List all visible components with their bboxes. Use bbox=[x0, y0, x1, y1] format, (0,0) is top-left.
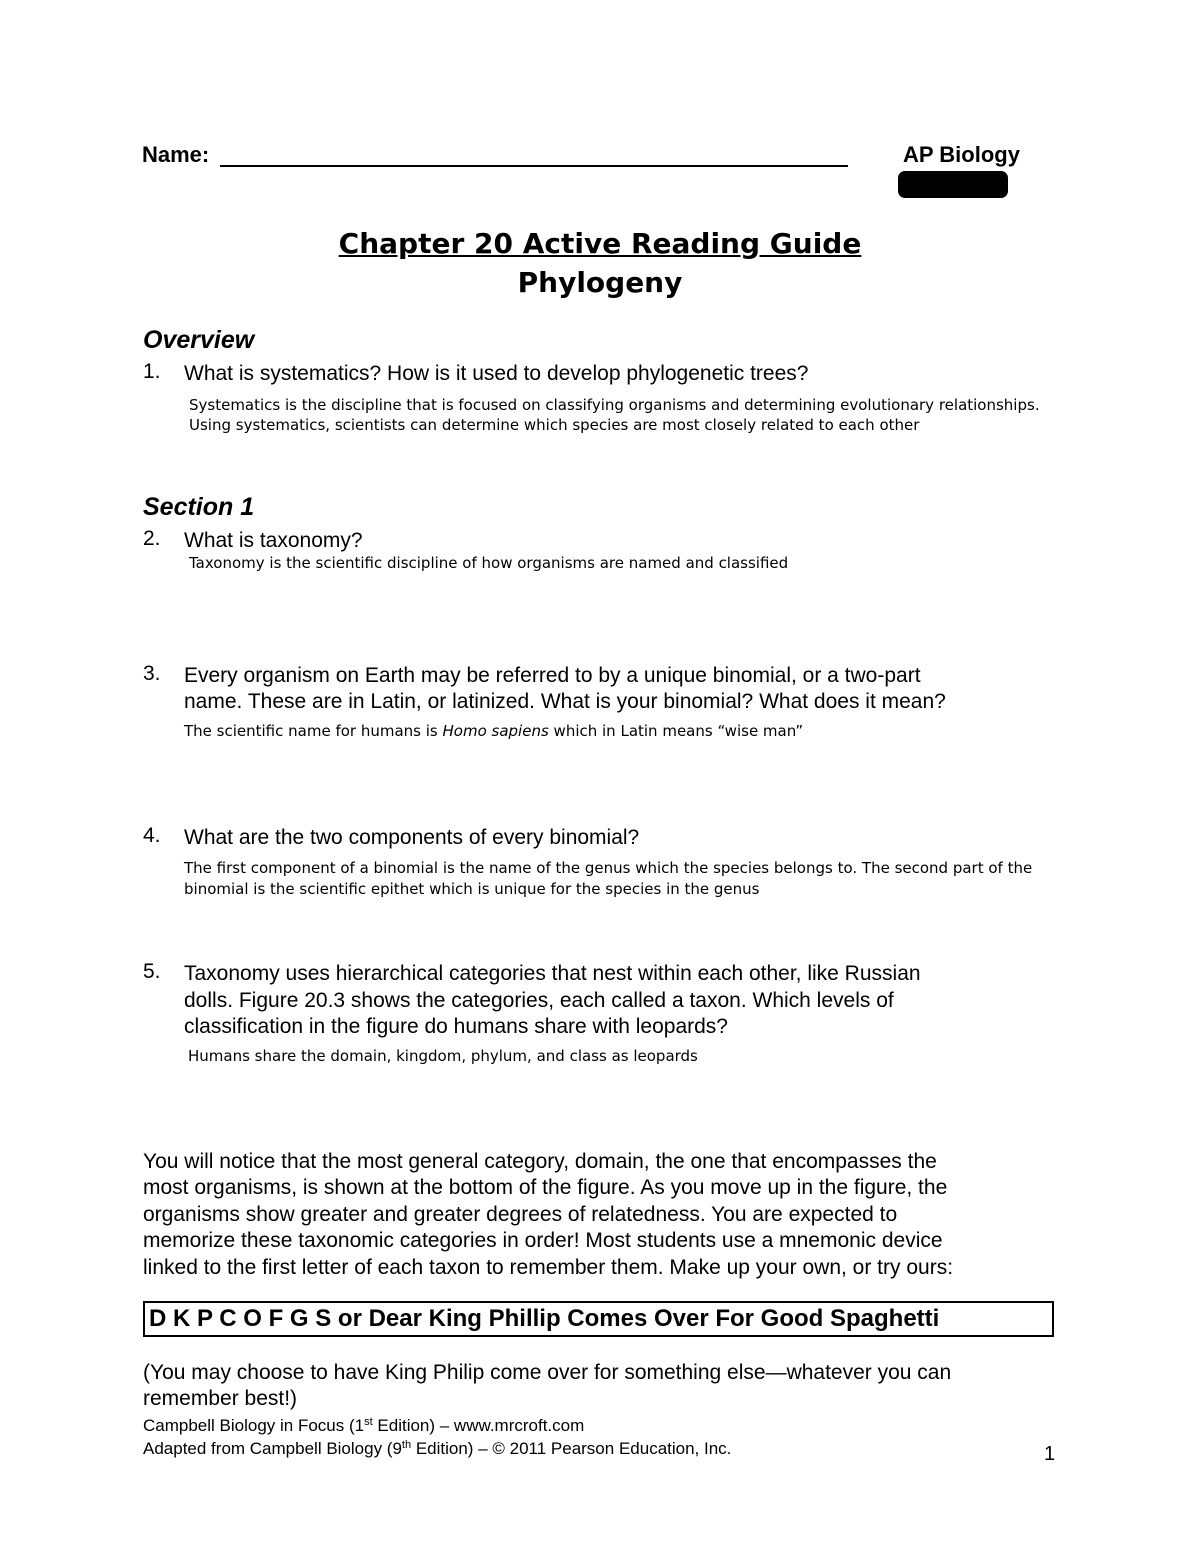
answer-3 bbox=[184, 721, 803, 742]
page-title: Chapter 20 Active Reading Guide bbox=[338, 227, 862, 260]
page-number: 1 bbox=[1044, 1443, 1056, 1465]
answer-3-pre: The scientific name for humans is bbox=[184, 722, 443, 740]
footer-line-2 bbox=[143, 1438, 731, 1460]
mnemonic-box: D K P C O F G S or Dear King Phillip Comes Over For Good Spaghetti bbox=[143, 1301, 1054, 1337]
course-label: AP Biology bbox=[903, 142, 1020, 167]
question-2-text: What is taxonomy? bbox=[184, 529, 363, 552]
footer-line-1-b: Edition) – www.mrcroft.com bbox=[372, 1416, 585, 1435]
redaction-box bbox=[898, 171, 1008, 198]
question-5-line-2: dolls. Figure 20.3 shows the categories, each called a taxon. Which levels of bbox=[184, 989, 894, 1012]
question-3-line-1: Every organism on Earth may be referred to by a unique binomial, or a two-part bbox=[184, 664, 921, 687]
name-blank-line[interactable] bbox=[220, 165, 848, 167]
answer-2: Taxonomy is the scientific discipline of how organisms are named and classified bbox=[189, 554, 789, 572]
question-4-number: 4. bbox=[143, 824, 161, 847]
question-5-line-3: classification in the figure do humans share with leopards? bbox=[184, 1015, 728, 1038]
paragraph-line-5: linked to the first letter of each taxon to remember them. Make up your own, or try ours: bbox=[143, 1256, 954, 1279]
answer-1-line-1: Systematics is the discipline that is focused on classifying organisms and determining evolutionary relationships. bbox=[189, 396, 1040, 414]
page-subtitle: Phylogeny bbox=[517, 266, 683, 299]
overview-heading: Overview bbox=[143, 326, 255, 354]
note-line-1: (You may choose to have King Philip come over for something else—whatever you can bbox=[143, 1361, 952, 1384]
question-5-line-1: Taxonomy uses hierarchical categories that nest within each other, like Russian bbox=[184, 962, 921, 985]
question-1-text: What is systematics? How is it used to develop phylogenetic trees? bbox=[184, 362, 809, 385]
name-label: Name: bbox=[142, 142, 210, 167]
question-1-number: 1. bbox=[143, 360, 161, 383]
footer-line-2-sup: th bbox=[401, 1439, 412, 1451]
answer-4-line-1: The first component of a binomial is the name of the genus which the species belongs to. The second part of the bbox=[184, 859, 1033, 877]
answer-3-binomial: Homo sapiens bbox=[442, 722, 549, 740]
question-4-text: What are the two components of every binomial? bbox=[184, 826, 640, 849]
answer-5: Humans share the domain, kingdom, phylum, and class as leopards bbox=[188, 1047, 698, 1065]
paragraph-line-1: You will notice that the most general category, domain, the one that encompasses the bbox=[143, 1150, 937, 1173]
answer-1-line-2: Using systematics, scientists can determine which species are most closely related to each other bbox=[189, 416, 920, 434]
footer-line-1-a: Campbell Biology in Focus (1 bbox=[143, 1416, 365, 1435]
footer-line-2-b: Edition) – © 2011 Pearson Education, Inc. bbox=[411, 1439, 732, 1458]
paragraph-line-3: organisms show greater and greater degrees of relatedness. You are expected to bbox=[143, 1203, 898, 1226]
paragraph-line-4: memorize these taxonomic categories in order! Most students use a mnemonic device bbox=[143, 1229, 943, 1252]
answer-3-post: which in Latin means “wise man” bbox=[548, 722, 804, 740]
footer-line-2-a: Adapted from Campbell Biology (9 bbox=[143, 1439, 402, 1458]
question-5-number: 5. bbox=[143, 960, 161, 983]
section-1-heading: Section 1 bbox=[143, 493, 255, 521]
note-line-2: remember best!) bbox=[143, 1387, 298, 1410]
question-2-number: 2. bbox=[143, 527, 161, 550]
question-3-line-2: name. These are in Latin, or latinized. What is your binomial? What does it mean? bbox=[184, 690, 946, 713]
paragraph-line-2: most organisms, is shown at the bottom of the figure. As you move up in the figure, the bbox=[143, 1176, 948, 1199]
footer-line-1 bbox=[143, 1415, 584, 1437]
footer-line-1-sup: st bbox=[364, 1416, 373, 1428]
question-3-number: 3. bbox=[143, 662, 161, 685]
answer-4-line-2: binomial is the scientific epithet which is unique for the species in the genus bbox=[184, 880, 760, 898]
